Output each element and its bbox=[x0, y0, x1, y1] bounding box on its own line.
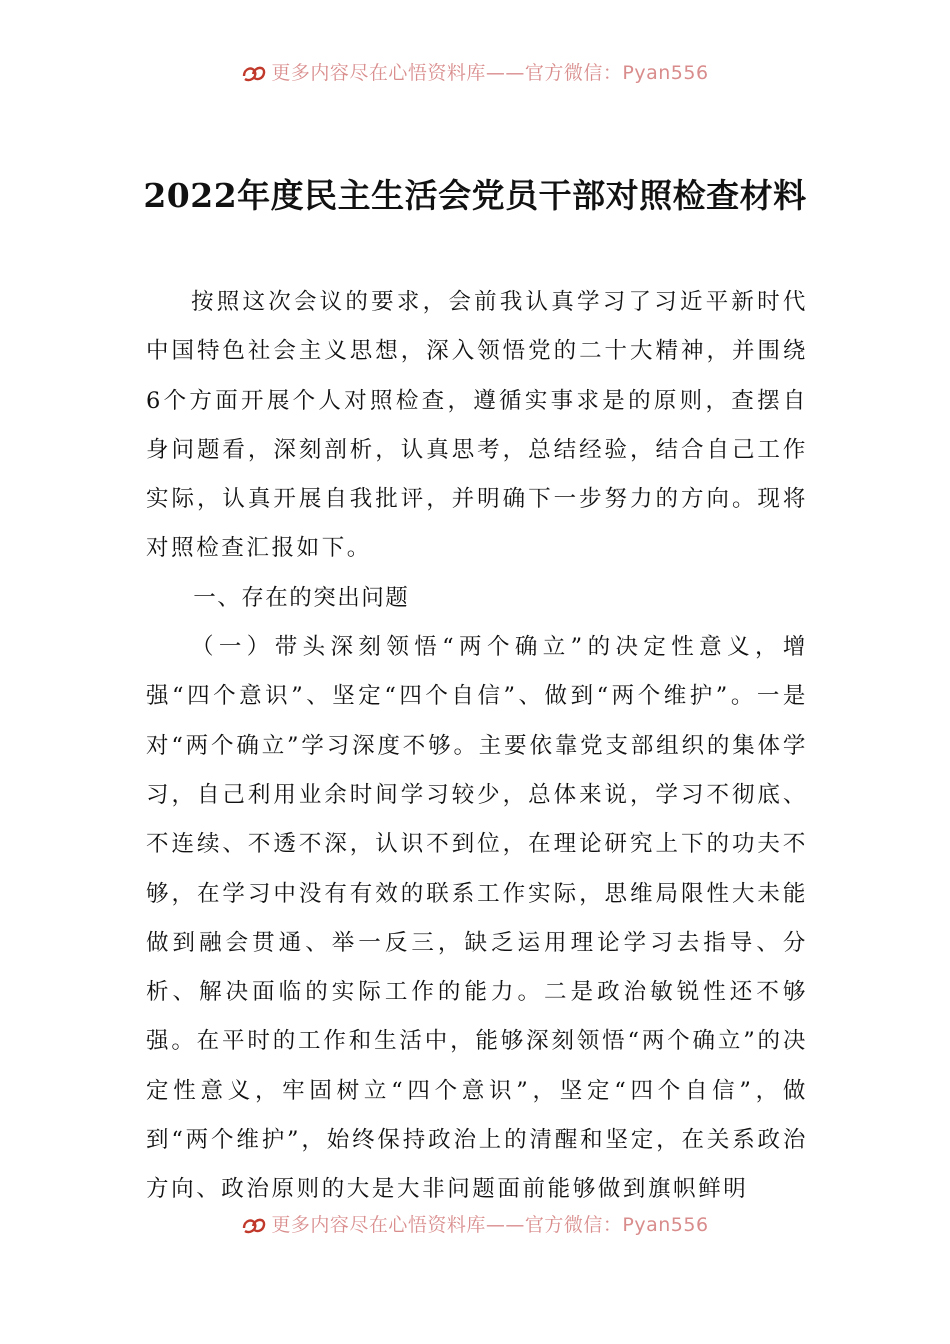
watermark-header-text: 更多内容尽在心悟资料库——官方微信：Pyan556 bbox=[271, 62, 709, 84]
watermark-footer-text: 更多内容尽在心悟资料库——官方微信：Pyan556 bbox=[271, 1214, 709, 1236]
watermark-logo-icon bbox=[241, 62, 267, 84]
watermark-logo-icon bbox=[241, 1214, 267, 1236]
watermark-header bbox=[0, 58, 950, 85]
section-1-paragraph-1: （一）带头深刻领悟“两个确立”的决定性意义，增强“四个意识”、坚定“四个自信”、做到“两个维护”。一是对“两个确立”学习深度不够。主要依靠党支部组织的集体学习，自己利用业余时间学习较少，总体来说，学习不彻底、不连续、不透不深，认识不到位，在理论研究上下的功夫不够，在学习中没有有效的联系工作实际，思维局限性大未能做到融会贯通、举一反三，缺乏运用理论学习去指导、分析、解决面临的实际工作的能力。二是政治敏锐性还不够强。在平时的工作和生活中，能够深刻领悟“两个确立”的决定性意义，牢固树立“四个意识”，坚定“四个自信”，做到“两个维护”，始终保持政治上的清醒和坚定，在关系政治方向、政治原则的大是大非问题面前能够做到旗帜鲜明 bbox=[146, 634, 808, 1203]
section-heading-1: 一、存在的突出问题 bbox=[193, 584, 410, 611]
document-title: 2022年度民主生活会党员干部对照检查材料 bbox=[143, 176, 807, 215]
intro-paragraph: 按照这次会议的要求，会前我认真学习了习近平新时代中国特色社会主义思想，深入领悟党的二十大精神，并围绕6个方面开展个人对照检查，遵循实事求是的原则，查摆自身问题看，深刻剖析，认真思考，总结经验，结合自己工作实际，认真开展自我批评，并明确下一步努力的方向。现将对照检查汇报如下。 bbox=[146, 289, 808, 562]
watermark-footer bbox=[0, 1210, 950, 1237]
document-body bbox=[146, 278, 808, 1215]
